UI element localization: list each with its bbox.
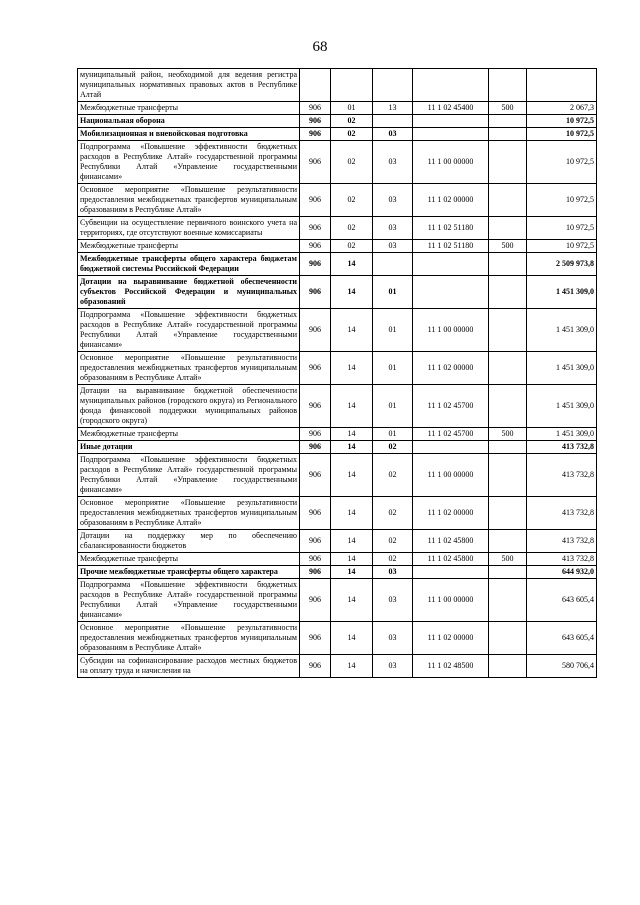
row-subsection-cell <box>373 115 413 128</box>
row-target-article-cell <box>413 115 489 128</box>
row-name-cell: Межбюджетные трансферты <box>78 428 300 441</box>
row-target-article-cell <box>413 128 489 141</box>
row-expense-type-cell <box>489 579 527 622</box>
row-subsection-cell: 03 <box>373 240 413 253</box>
row-expense-type-cell: 500 <box>489 102 527 115</box>
row-admin-code-cell: 906 <box>300 217 331 240</box>
row-amount-cell: 2 509 973,8 <box>527 253 597 276</box>
row-expense-type-cell <box>489 441 527 454</box>
row-amount-cell: 10 972,5 <box>527 128 597 141</box>
row-name-cell: Основное мероприятие «Повышение результативности предоставления межбюджетных трансфертов муниципальным образованиям в Республике Алтай» <box>78 497 300 530</box>
row-expense-type-cell <box>489 385 527 428</box>
row-admin-code-cell: 906 <box>300 579 331 622</box>
row-name-cell: Межбюджетные трансферты <box>78 240 300 253</box>
row-name-cell: Подпрограмма «Повышение эффективности бюджетных расходов в Республике Алтай» государственной программы Республики Алтай «Управление государственными финансами» <box>78 141 300 184</box>
row-section-cell: 02 <box>331 217 373 240</box>
row-expense-type-cell <box>489 352 527 385</box>
table-row <box>78 579 597 622</box>
row-target-article-cell: 11 1 02 51180 <box>413 240 489 253</box>
row-subsection-cell: 13 <box>373 102 413 115</box>
row-admin-code-cell <box>300 69 331 102</box>
row-section-cell: 14 <box>331 309 373 352</box>
row-subsection-cell: 01 <box>373 428 413 441</box>
table-row <box>78 309 597 352</box>
row-target-article-cell: 11 1 02 51180 <box>413 217 489 240</box>
row-subsection-cell: 01 <box>373 385 413 428</box>
row-expense-type-cell <box>489 141 527 184</box>
row-admin-code-cell: 906 <box>300 454 331 497</box>
row-section-cell: 14 <box>331 385 373 428</box>
row-target-article-cell: 11 1 00 00000 <box>413 141 489 184</box>
table-row <box>78 184 597 217</box>
row-amount-cell: 643 605,4 <box>527 622 597 655</box>
row-subsection-cell: 02 <box>373 553 413 566</box>
row-amount-cell: 1 451 309,0 <box>527 276 597 309</box>
table-row <box>78 128 597 141</box>
row-expense-type-cell <box>489 497 527 530</box>
row-target-article-cell <box>413 69 489 102</box>
row-amount-cell: 413 732,8 <box>527 553 597 566</box>
row-section-cell: 02 <box>331 141 373 184</box>
row-section-cell: 02 <box>331 240 373 253</box>
row-target-article-cell: 11 1 00 00000 <box>413 309 489 352</box>
row-expense-type-cell <box>489 454 527 497</box>
row-amount-cell: 10 972,5 <box>527 217 597 240</box>
row-target-article-cell: 11 1 02 00000 <box>413 497 489 530</box>
row-name-cell: Подпрограмма «Повышение эффективности бюджетных расходов в Республике Алтай» государственной программы Республики Алтай «Управление государственными финансами» <box>78 579 300 622</box>
row-expense-type-cell <box>489 566 527 579</box>
row-target-article-cell <box>413 253 489 276</box>
table-row <box>78 141 597 184</box>
row-amount-cell: 413 732,8 <box>527 530 597 553</box>
table-body <box>78 69 597 678</box>
row-expense-type-cell: 500 <box>489 240 527 253</box>
row-section-cell: 14 <box>331 497 373 530</box>
row-subsection-cell: 03 <box>373 128 413 141</box>
row-subsection-cell: 01 <box>373 276 413 309</box>
table-row <box>78 441 597 454</box>
row-target-article-cell: 11 1 00 00000 <box>413 454 489 497</box>
budget-table <box>77 68 597 678</box>
row-admin-code-cell: 906 <box>300 352 331 385</box>
table-row <box>78 622 597 655</box>
row-amount-cell: 1 451 309,0 <box>527 428 597 441</box>
row-target-article-cell <box>413 276 489 309</box>
row-subsection-cell: 03 <box>373 655 413 678</box>
row-expense-type-cell: 500 <box>489 553 527 566</box>
row-subsection-cell: 03 <box>373 217 413 240</box>
row-admin-code-cell: 906 <box>300 102 331 115</box>
row-expense-type-cell <box>489 217 527 240</box>
row-admin-code-cell: 906 <box>300 184 331 217</box>
row-name-cell: Межбюджетные трансферты <box>78 553 300 566</box>
row-section-cell: 14 <box>331 655 373 678</box>
row-amount-cell: 10 972,5 <box>527 184 597 217</box>
row-subsection-cell: 03 <box>373 141 413 184</box>
row-target-article-cell: 11 1 02 45700 <box>413 385 489 428</box>
row-target-article-cell: 11 1 00 00000 <box>413 579 489 622</box>
row-name-cell: Основное мероприятие «Повышение результативности предоставления межбюджетных трансфертов муниципальным образованиям в Республике Алтай» <box>78 622 300 655</box>
row-name-cell: Межбюджетные трансферты общего характера бюджетам бюджетной системы Российской Федерации <box>78 253 300 276</box>
table-row <box>78 352 597 385</box>
table-row <box>78 385 597 428</box>
row-section-cell: 14 <box>331 566 373 579</box>
row-section-cell: 14 <box>331 553 373 566</box>
row-subsection-cell: 03 <box>373 579 413 622</box>
row-subsection-cell: 03 <box>373 622 413 655</box>
row-section-cell: 02 <box>331 115 373 128</box>
row-name-cell: Мобилизационная и вневойсковая подготовка <box>78 128 300 141</box>
table-row <box>78 428 597 441</box>
row-subsection-cell <box>373 253 413 276</box>
row-target-article-cell: 11 1 02 45800 <box>413 553 489 566</box>
row-subsection-cell: 03 <box>373 184 413 217</box>
row-amount-cell: 1 451 309,0 <box>527 352 597 385</box>
row-expense-type-cell <box>489 128 527 141</box>
row-name-cell: Дотации на поддержку мер по обеспечению сбалансированности бюджетов <box>78 530 300 553</box>
row-expense-type-cell <box>489 115 527 128</box>
row-admin-code-cell: 906 <box>300 497 331 530</box>
row-admin-code-cell: 906 <box>300 622 331 655</box>
row-admin-code-cell: 906 <box>300 566 331 579</box>
row-admin-code-cell: 906 <box>300 141 331 184</box>
row-section-cell: 14 <box>331 276 373 309</box>
row-subsection-cell: 02 <box>373 530 413 553</box>
table-row <box>78 454 597 497</box>
row-section-cell: 02 <box>331 128 373 141</box>
row-amount-cell: 2 067,3 <box>527 102 597 115</box>
table-row <box>78 217 597 240</box>
row-target-article-cell: 11 1 02 45700 <box>413 428 489 441</box>
row-admin-code-cell: 906 <box>300 240 331 253</box>
table-row <box>78 240 597 253</box>
row-admin-code-cell: 906 <box>300 115 331 128</box>
row-name-cell: Подпрограмма «Повышение эффективности бюджетных расходов в Республике Алтай» государственной программы Республики Алтай «Управление государственными финансами» <box>78 454 300 497</box>
row-name-cell: Субвенции на осуществление первичного воинского учета на территориях, где отсутствуют военные комиссариаты <box>78 217 300 240</box>
row-expense-type-cell: 500 <box>489 428 527 441</box>
row-target-article-cell: 11 1 02 45800 <box>413 530 489 553</box>
row-section-cell: 01 <box>331 102 373 115</box>
row-amount-cell <box>527 69 597 102</box>
row-name-cell: Иные дотации <box>78 441 300 454</box>
table-row <box>78 115 597 128</box>
row-name-cell: Дотации на выравнивание бюджетной обеспеченности муниципальных районов (городского округа) из Регионального фонда финансовой поддержки муниципальных районов (городского округа) <box>78 385 300 428</box>
row-amount-cell: 580 706,4 <box>527 655 597 678</box>
row-section-cell: 14 <box>331 428 373 441</box>
row-target-article-cell: 11 1 02 00000 <box>413 184 489 217</box>
row-name-cell: Прочие межбюджетные трансферты общего характера <box>78 566 300 579</box>
table-row <box>78 530 597 553</box>
row-amount-cell: 413 732,8 <box>527 441 597 454</box>
row-subsection-cell: 01 <box>373 352 413 385</box>
row-section-cell: 14 <box>331 530 373 553</box>
row-subsection-cell: 02 <box>373 441 413 454</box>
table-row <box>78 655 597 678</box>
row-target-article-cell <box>413 566 489 579</box>
row-admin-code-cell: 906 <box>300 441 331 454</box>
row-amount-cell: 10 972,5 <box>527 240 597 253</box>
row-amount-cell: 10 972,5 <box>527 141 597 184</box>
row-expense-type-cell <box>489 276 527 309</box>
row-subsection-cell: 03 <box>373 566 413 579</box>
row-subsection-cell: 01 <box>373 309 413 352</box>
row-amount-cell: 643 605,4 <box>527 579 597 622</box>
row-name-cell: Основное мероприятие «Повышение результативности предоставления межбюджетных трансфертов муниципальным образованиям в Республике Алтай» <box>78 352 300 385</box>
row-admin-code-cell: 906 <box>300 655 331 678</box>
table-row <box>78 69 597 102</box>
row-amount-cell: 1 451 309,0 <box>527 385 597 428</box>
row-section-cell: 14 <box>331 454 373 497</box>
row-name-cell: муниципальный район, необходимой для ведения регистра муниципальных нормативных правовых актов в Республике Алтай <box>78 69 300 102</box>
row-name-cell: Подпрограмма «Повышение эффективности бюджетных расходов в Республике Алтай» государственной программы Республики Алтай «Управление государственными финансами» <box>78 309 300 352</box>
row-section-cell: 14 <box>331 253 373 276</box>
table-row <box>78 253 597 276</box>
row-name-cell: Дотации на выравнивание бюджетной обеспеченности субъектов Российской Федерации и муниципальных образований <box>78 276 300 309</box>
row-amount-cell: 413 732,8 <box>527 454 597 497</box>
table-row <box>78 497 597 530</box>
row-section-cell: 14 <box>331 579 373 622</box>
table-row <box>78 276 597 309</box>
row-expense-type-cell <box>489 309 527 352</box>
row-admin-code-cell: 906 <box>300 385 331 428</box>
row-name-cell: Основное мероприятие «Повышение результативности предоставления межбюджетных трансфертов муниципальным образованиям в Республике Алтай» <box>78 184 300 217</box>
row-expense-type-cell <box>489 184 527 217</box>
row-subsection-cell: 02 <box>373 497 413 530</box>
page-number: 68 <box>312 39 328 55</box>
row-target-article-cell: 11 1 02 48500 <box>413 655 489 678</box>
row-target-article-cell: 11 1 02 00000 <box>413 352 489 385</box>
row-subsection-cell <box>373 69 413 102</box>
row-admin-code-cell: 906 <box>300 553 331 566</box>
row-section-cell: 14 <box>331 352 373 385</box>
row-amount-cell: 413 732,8 <box>527 497 597 530</box>
row-section-cell: 14 <box>331 622 373 655</box>
table-row <box>78 566 597 579</box>
row-admin-code-cell: 906 <box>300 253 331 276</box>
row-subsection-cell: 02 <box>373 454 413 497</box>
row-admin-code-cell: 906 <box>300 530 331 553</box>
row-amount-cell: 10 972,5 <box>527 115 597 128</box>
row-expense-type-cell <box>489 253 527 276</box>
row-expense-type-cell <box>489 530 527 553</box>
row-name-cell: Национальная оборона <box>78 115 300 128</box>
table-row <box>78 102 597 115</box>
row-target-article-cell: 11 1 02 00000 <box>413 622 489 655</box>
row-admin-code-cell: 906 <box>300 309 331 352</box>
row-expense-type-cell <box>489 655 527 678</box>
row-section-cell: 02 <box>331 184 373 217</box>
row-section-cell <box>331 69 373 102</box>
row-target-article-cell: 11 1 02 45400 <box>413 102 489 115</box>
table-row <box>78 553 597 566</box>
row-name-cell: Субсидии на софинансирование расходов местных бюджетов на оплату труда и начисления на <box>78 655 300 678</box>
row-expense-type-cell <box>489 69 527 102</box>
row-admin-code-cell: 906 <box>300 428 331 441</box>
row-admin-code-cell: 906 <box>300 128 331 141</box>
row-expense-type-cell <box>489 622 527 655</box>
row-name-cell: Межбюджетные трансферты <box>78 102 300 115</box>
row-amount-cell: 1 451 309,0 <box>527 309 597 352</box>
row-amount-cell: 644 932,0 <box>527 566 597 579</box>
row-admin-code-cell: 906 <box>300 276 331 309</box>
row-target-article-cell <box>413 441 489 454</box>
row-section-cell: 14 <box>331 441 373 454</box>
